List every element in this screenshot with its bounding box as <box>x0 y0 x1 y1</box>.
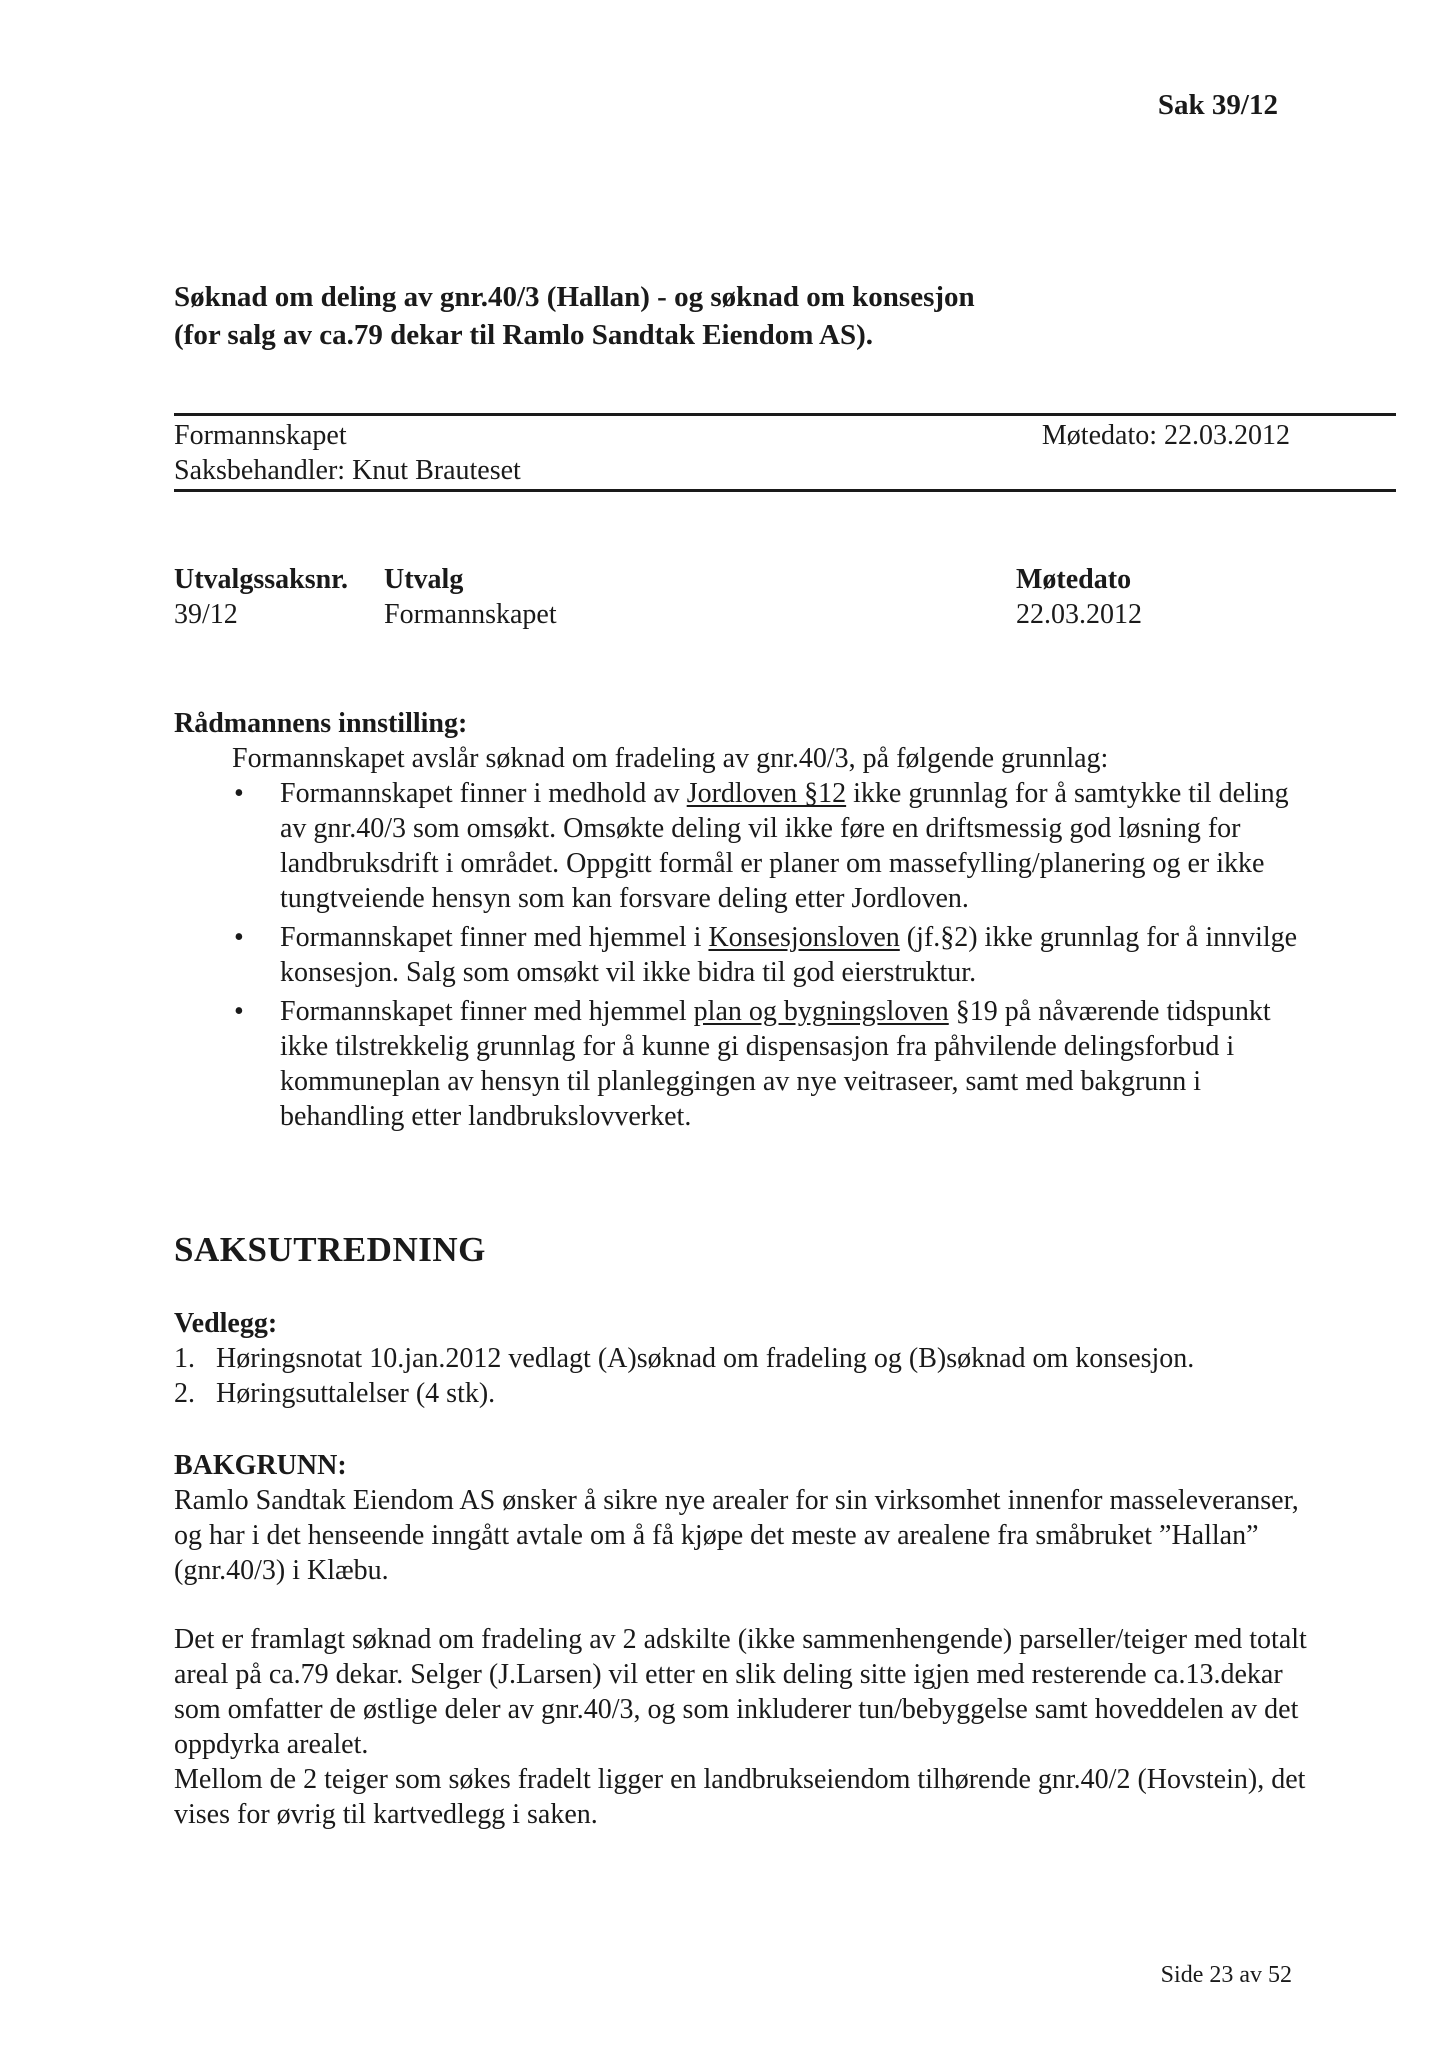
list-item: 2. Høringsuttalelser (4 stk). <box>174 1378 496 1409</box>
meta-row-officer <box>174 453 1290 488</box>
committee-name: Formannskapet <box>174 420 347 451</box>
table-header-case-no: Utvalgssaksnr. <box>174 564 349 595</box>
attachments-list <box>174 1341 1324 1411</box>
plan-og-bygningsloven-link[interactable]: plan og bygningsloven <box>693 996 949 1027</box>
bullet-icon: • <box>234 996 244 1027</box>
background-paragraph-1: Ramlo Sandtak Eiendom AS ønsker å sikre nye arealer for sin virksomhet innenfor masseleveranser, og har i det henseende inngått avtale om å få kjøpe det meste av arealene fra småbruket ”Hallan” (gnr.40/3) i Klæbu. <box>174 1485 1299 1586</box>
document-title <box>174 278 975 354</box>
meta-row-committee <box>174 418 1290 453</box>
saksutredning-heading: SAKSUTREDNING <box>174 1230 486 1269</box>
background-paragraph-2: Det er framlagt søknad om fradeling av 2 adskilte (ikke sammenhengende) parseller/teiger med totalt areal på ca.79 dekar. Selger (J.Larsen) vil etter en slik deling sitte igjen med resterende ca.13.dekar som omfatter de østlige deler av gnr.40/3, og som inkluderer tun/bebyggelse samt hoveddelen av det oppdyrka arealet. <box>174 1624 1307 1760</box>
bullet-icon: • <box>234 778 244 809</box>
recommendation-intro: Formannskapet avslår søknad om fradeling av gnr.40/3, på følgende grunnlag: <box>232 743 1109 774</box>
title-line-2: (for salg av ca.79 dekar til Ramlo Sandtak Eiendom AS). <box>174 319 874 351</box>
recommendation-heading: Rådmannens innstilling: <box>174 708 468 739</box>
bottom-rule <box>174 489 1396 492</box>
bullet-icon: • <box>234 922 244 953</box>
konsesjonsloven-link[interactable]: Konsesjonsloven <box>708 922 900 953</box>
table-cell-committee: Formannskapet <box>384 599 557 630</box>
table-cell-case-no: 39/12 <box>174 599 238 630</box>
table-cell-meeting-date: 22.03.2012 <box>1016 599 1142 630</box>
table-header-committee: Utvalg <box>384 564 464 595</box>
list-item: 1. Høringsnotat 10.jan.2012 vedlagt (A)søknad om fradeling og (B)søknad om konsesjon. <box>174 1343 1195 1374</box>
recommendation-list <box>230 776 1310 1138</box>
attachments-heading: Vedlegg: <box>174 1308 278 1339</box>
recommendation-item: • Formannskapet finner med hjemmel i Konsesjonsloven (jf.§2) ikke grunnlag for å innvilge konsesjon. Salg som omsøkt vil ikke bidra til god eierstruktur. <box>234 922 1298 988</box>
jordloven-link[interactable]: Jordloven §12 <box>686 778 847 809</box>
top-rule <box>174 413 1396 416</box>
background-heading: BAKGRUNN: <box>174 1450 347 1481</box>
case-reference: Sak 39/12 <box>1157 89 1278 121</box>
case-officer: Saksbehandler: Knut Brauteset <box>174 455 521 486</box>
page-number: Side 23 av 52 <box>1160 1962 1292 1988</box>
title-line-1: Søknad om deling av gnr.40/3 (Hallan) - og søknad om konsesjon <box>174 281 975 313</box>
recommendation-item: • Formannskapet finner i medhold av Jordloven §12 ikke grunnlag for å samtykke til deling av gnr.40/3 som omsøkt. Omsøkte deling vil ikke føre en driftsmessig god løsning for landbruksdrift i området. Oppgitt formål er planer om massefylling/planering og er ikke tungtveiende hensyn som kan forsvare deling etter Jordloven. <box>234 778 1289 914</box>
background-paragraph-3: Mellom de 2 teiger som søkes fradelt ligger en landbrukseiendom tilhørende gnr.40/2 (Hovstein), det vises for øvrig til kartvedlegg i saken. <box>174 1764 1306 1830</box>
meeting-date: Møtedato: 22.03.2012 <box>1041 420 1290 451</box>
recommendation-item: • Formannskapet finner med hjemmel plan og bygningsloven §19 på nåværende tidspunkt ikke tilstrekkelig grunnlag for å kunne gi dispensasjon fra påhvilende delingsforbud i kommuneplan av hensyn til planleggingen av nye veitraseer, samt med bakgrunn i behandling etter landbrukslovverket. <box>234 996 1271 1132</box>
table-header-meeting-date: Møtedato <box>1016 564 1132 595</box>
